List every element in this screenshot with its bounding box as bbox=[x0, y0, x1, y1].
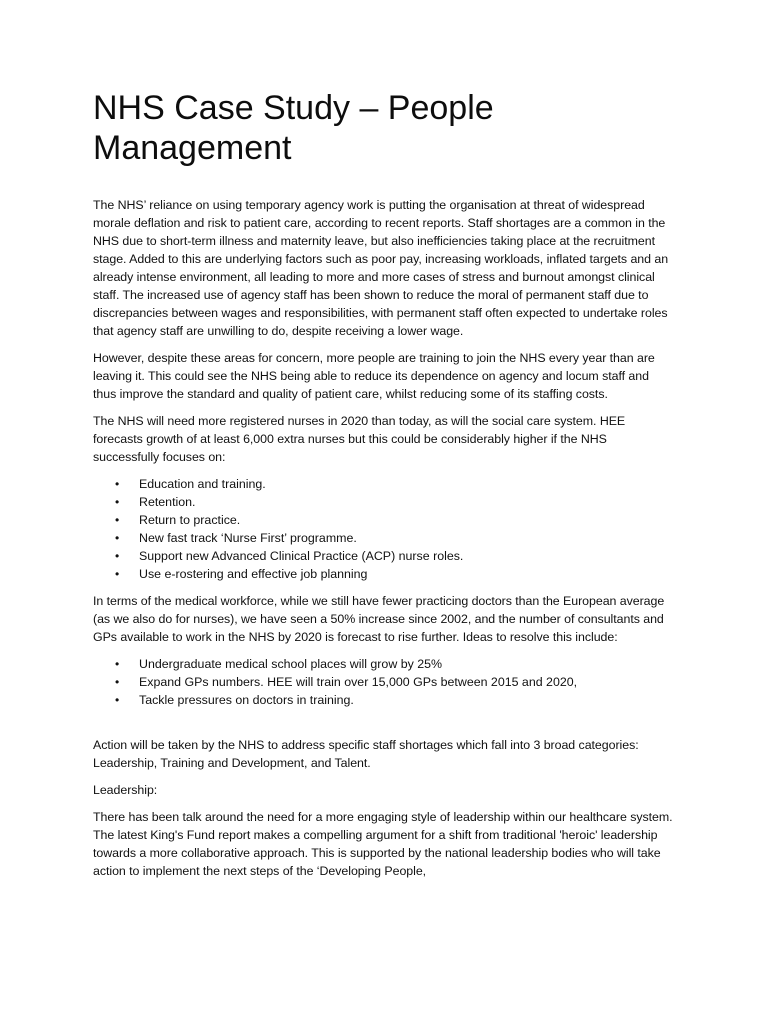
bullet-icon: • bbox=[115, 495, 120, 509]
list-item-text: Support new Advanced Clinical Practice (ACP) nurse roles. bbox=[139, 549, 464, 563]
bullet-icon: • bbox=[115, 657, 120, 671]
bullet-icon: • bbox=[115, 477, 120, 491]
leadership-heading: Leadership: bbox=[93, 783, 158, 797]
list-item-text: Use e-rostering and effective job planning bbox=[139, 567, 368, 581]
list-item bbox=[93, 655, 674, 673]
list-item bbox=[93, 673, 674, 691]
bullet-icon: • bbox=[115, 693, 120, 707]
list-item bbox=[93, 691, 674, 709]
list-item-text: Tackle pressures on doctors in training. bbox=[139, 693, 354, 707]
list-item-text: New fast track ‘Nurse First’ programme. bbox=[139, 531, 357, 545]
paragraph-nurse-forecast: The NHS will need more registered nurses in 2020 than today, as will the social care system. HEE forecasts growth of at least 6,000 extra nurses but this could be considerably higher if the NHS successfully focuses on: bbox=[93, 414, 626, 464]
list-item bbox=[93, 475, 674, 493]
paragraph-training-growth: However, despite these areas for concern, more people are training to join the NHS every year than are leaving it. This could see the NHS being able to reduce its dependence on agency and locum staff and thus improve the standard and quality of patient care, whilst reducing some of its staffing costs. bbox=[93, 351, 655, 401]
bullet-icon: • bbox=[115, 675, 120, 689]
list-item bbox=[93, 547, 674, 565]
paragraph-medical-workforce: In terms of the medical workforce, while we still have fewer practicing doctors than the European average (as we also do for nurses), we have seen a 50% increase since 2002, and the number of consultants and GPs available to work in the NHS by 2020 is forecast to rise further. Ideas to resolve this include: bbox=[93, 594, 665, 644]
list-item-text: Retention. bbox=[139, 495, 196, 509]
nurse-focus-list bbox=[93, 475, 674, 583]
list-item bbox=[93, 493, 674, 511]
bullet-icon: • bbox=[115, 567, 120, 581]
list-item bbox=[93, 565, 674, 583]
document-title: NHS Case Study – People Management bbox=[93, 89, 494, 167]
bullet-icon: • bbox=[115, 513, 120, 527]
medical-ideas-list bbox=[93, 655, 674, 709]
bullet-icon: • bbox=[115, 549, 120, 563]
list-item-text: Education and training. bbox=[139, 477, 266, 491]
list-item-text: Expand GPs numbers. HEE will train over 15,000 GPs between 2015 and 2020, bbox=[139, 675, 578, 689]
paragraph-agency-reliance: The NHS’ reliance on using temporary agency work is putting the organisation at threat of widespread morale deflation and risk to patient care, according to recent reports. Staff shortages are a common in the NHS due to short-term illness and maternity leave, but also inefficiencies taking place at the recruitment stage. Added to this are underlying factors such as poor pay, increasing workloads, inflated targets and an already intense environment, all leading to more and more cases of stress and burnout amongst clinical staff. The increased use of agency staff has been shown to reduce the moral of permanent staff due to discrepancies between wages and responsibilities, with permanent staff often expected to undertake roles that agency staff are unwilling to do, despite receiving a lower wage. bbox=[93, 198, 669, 338]
bullet-icon: • bbox=[115, 531, 120, 545]
list-item bbox=[93, 529, 674, 547]
list-item bbox=[93, 511, 674, 529]
list-item-text: Return to practice. bbox=[139, 513, 241, 527]
paragraph-leadership: There has been talk around the need for a more engaging style of leadership within our healthcare system. The latest King's Fund report makes a compelling argument for a shift from traditional 'heroic' leadership towards a more collaborative approach. This is supported by the national leadership bodies who will take action to implement the next steps of the ‘Developing People, bbox=[93, 810, 673, 878]
list-item-text: Undergraduate medical school places will grow by 25% bbox=[139, 657, 443, 671]
blank-line bbox=[93, 718, 674, 736]
paragraph-action-categories: Action will be taken by the NHS to address specific staff shortages which fall into 3 broad categories: Leadership, Training and Development, and Talent. bbox=[93, 738, 639, 770]
